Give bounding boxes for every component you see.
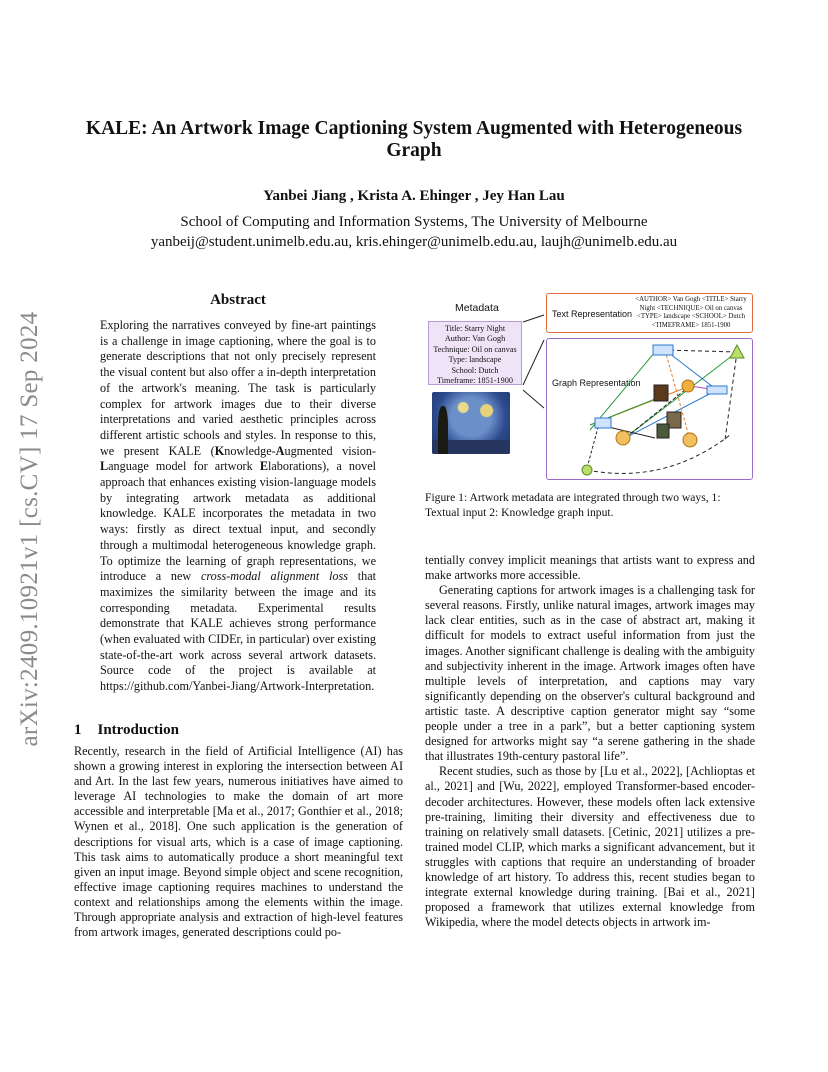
- abstract-text: Exploring the narratives conveyed by fine-art paintings is a challenge in image captioning, where the goal is to generate descriptions that not only precisely represent the visual content but also offer a in-depth interpretation of the artwork's meaning. The task is particularly complex for artwork images due to their diverse interpretations and varied aesthetic principles across different artistic schools and styles. In response to this, we present KALE (: [100, 318, 376, 458]
- paragraph: Recent studies, such as those by [Lu et al., 2022], [Achlioptas et al., 2021] and [Wu, 2022], employed Transformer-based encoder-decoder architectures. However, these models often lack extensive pre-training, limiting their diversity and effectiveness due to training on relatively small datasets. [Cetinic, 2021] utilizes a pre-trained model CLIP, which marks a significant advancement, but it struggles with captions that require an understanding of broader knowledge of art history. To address this, recent studies began to integrate external knowledge during training. [Bai et al., 2021] proposed a framework that utilizes external knowledge from Wikipedia, where the model detects objects in artwork im-: [425, 764, 755, 930]
- graph-node-image: [657, 424, 669, 438]
- affiliation: [60, 212, 768, 252]
- affiliation-line: School of Computing and Information Systems, The University of Melbourne: [180, 214, 648, 230]
- graph-edge: [587, 435, 730, 473]
- text-rep-line: <AUTHOR> Van Gogh <TITLE> Starry: [635, 296, 747, 303]
- metadata-line: Title: Starry Night: [444, 324, 506, 333]
- graph-representation-label: Graph Representation: [552, 378, 641, 388]
- acronym-letter: E: [259, 459, 268, 474]
- graph-node-image: [654, 385, 668, 401]
- metadata-line: School: Dutch: [451, 365, 499, 375]
- graph-node-circle: [682, 380, 694, 392]
- text-representation-label: Text Representation: [552, 309, 633, 319]
- graph-edge: [725, 352, 737, 440]
- text-rep-line: <TYPE> landscape <SCHOOL> Dutch: [636, 313, 746, 321]
- figure-metadata-label: Metadata: [455, 302, 499, 314]
- text-rep-line: <TIMEFRAME> 1851-1900: [651, 321, 731, 329]
- acronym-letter: A: [275, 443, 285, 458]
- abstract-body: [100, 318, 376, 695]
- abstract-heading: Abstract: [210, 292, 266, 308]
- arrow-to-text-rep: [523, 315, 544, 322]
- graph-node-circle: [582, 465, 592, 475]
- knowledge-graph-diagram: [425, 290, 760, 485]
- metadata-line: Author: Van Gogh: [444, 334, 506, 344]
- arrow-to-graph-rep-lower: [523, 390, 544, 408]
- graph-node-triangle: [730, 345, 744, 358]
- graph-node-text: [707, 386, 727, 394]
- section-title: Introduction: [97, 722, 179, 738]
- abstract-text: that maximizes the similarity between the image and its corresponding metadata. Experimental results demonstrate that KALE achieves strong performance (when evaluated with CIDEr, in particular) over existing state-of-the-art work across several artwork datasets. Source code of the project is available at https://github.com/Yanbei-Jiang/Artwork-Interpretation.: [100, 569, 376, 694]
- paragraph: tentially convey implicit meanings that artists want to express and make artworks more accessible.: [425, 553, 755, 583]
- paragraph: Generating captions for artwork images is a challenging task for several reasons. Firstly, unlike natural images, artwork images may lack clear entities, such as in the case of abstract art, making it difficult for models to extract useful information from just the images. Another significant challenge is dealing with the ambiguity and subjectivity inherent in the image. Artwork images often have multiple levels of interpretation, and captions may vary significantly depending on the observer's cultural background and artistic taste. A descriptive caption generator might say “some people under a tree in a park”, but a better captioning system designed for artworks might say “a serene gathering in the shade that illustrates 19th-century pastoral life”.: [425, 583, 755, 764]
- figure-caption: Figure 1: Artwork metadata are integrated through two ways, 1: Textual input 2: Knowledge graph input.: [425, 491, 721, 519]
- author-list: Yanbei Jiang , Krista A. Ehinger , Jey Han Lau: [263, 188, 565, 204]
- section-heading-introduction: [74, 722, 394, 739]
- section-number: 1: [74, 722, 82, 738]
- abstract-text: nowledge-: [224, 443, 276, 458]
- metadata-line: Technique: Oil on canvas: [433, 344, 517, 354]
- email-line: yanbeij@student.unimelb.edu.au, kris.ehinger@unimelb.edu.au, laujh@unimelb.edu.au: [150, 234, 678, 250]
- graph-node-circle: [616, 431, 630, 445]
- arxiv-identifier: arXiv:2409.10921v1 [cs.CV] 17 Sep 2024: [16, 311, 43, 747]
- right-column-body: [425, 553, 755, 930]
- arrow-to-graph-rep-upper: [523, 340, 544, 385]
- graph-node-text: [595, 418, 611, 428]
- graph-edge: [665, 350, 737, 352]
- metadata-line: Type: landscape: [448, 355, 502, 365]
- abstract-emphasis: cross-modal alignment loss: [200, 569, 348, 584]
- abstract-text: laborations), a novel approach that enhances existing vision-language models by integrating artwork metadata as additional knowledge. KALE incorporates the metadata in two ways: firstly as direct textual input, and secondly through a multimodal heterogeneous knowledge graph. To optimize the learning of graph representations, we introduce a new: [100, 459, 376, 584]
- abstract-text: ugmented vision-: [284, 443, 376, 458]
- abstract-text: anguage model for artwork: [108, 459, 260, 474]
- graph-node-text: [653, 345, 673, 355]
- graph-node-circle: [683, 433, 697, 447]
- metadata-line: Timeframe: 1851-1900: [437, 376, 513, 386]
- text-rep-line: Night <TECHNIQUE> Oil on canvas: [639, 304, 743, 312]
- introduction-body: Recently, research in the field of Artificial Intelligence (AI) has shown a growing interest in exploring the intersection between AI and Art. In the last few years, numerous initiatives have aimed to leverage AI technologies to make the domain of art more accessible and interpretable [Ma et al., 2017; Gonthier et al., 2018; Wynen et al., 2018]. One such application is the generation of descriptions for visual arts, which is a case of image captioning. This task aims to automatically produce a short meaningful text given an input image. Beyond simple object and scene recognition, effective image captioning requires machines to understand the context and relationships among the elements within the image. Through appropriate analysis and extraction of high-level features from artwork images, generated descriptions could po-: [74, 744, 403, 940]
- acronym-letter: K: [214, 443, 225, 458]
- acronym-letter: L: [100, 459, 109, 474]
- paper-title: KALE: An Artwork Image Captioning System Augmented with Heterogeneous Graph: [85, 118, 743, 161]
